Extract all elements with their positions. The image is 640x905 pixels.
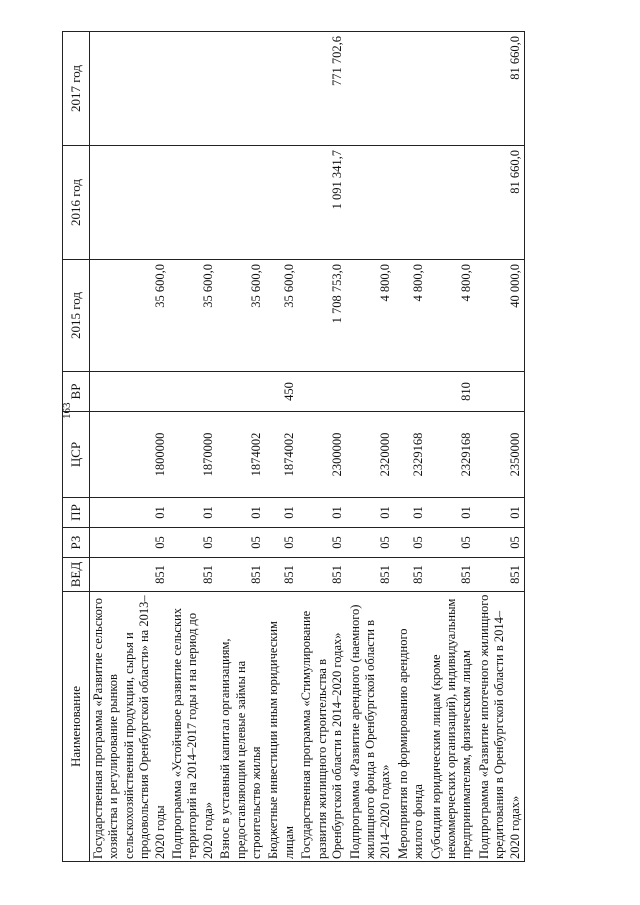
row-rz: 05	[476, 528, 525, 558]
table-row	[169, 32, 217, 862]
row-name: Бюджетные инвестиции иным юридическим лицам	[265, 592, 298, 862]
row-rz: 05	[169, 528, 217, 558]
row-csr: 1874002	[217, 412, 265, 498]
table-row	[298, 32, 346, 862]
row-csr: 1870000	[169, 412, 217, 498]
row-name: Подпрограмма «Развитие ипотечного жилищного кредитования в Оренбургской области в 2014–2020 годах»	[476, 592, 525, 862]
row-name: Государственная программа «Стимулирование развития жилищного строительства в Оренбургской области в 2014–2020 годах»	[298, 592, 346, 862]
header-pr: ПР	[63, 498, 90, 528]
table-row	[217, 32, 265, 862]
row-name: Мероприятия по формированию арендного жилого фонда	[395, 592, 428, 862]
row-rz: 05	[217, 528, 265, 558]
row-2017	[169, 32, 217, 146]
header-2015: 2015 год	[63, 260, 90, 372]
row-pr: 01	[298, 498, 346, 528]
row-2015: 35 600,0	[169, 260, 217, 372]
row-2017	[428, 32, 476, 146]
rotated-page	[62, 32, 610, 862]
row-ved: 851	[217, 558, 265, 592]
row-rz: 05	[428, 528, 476, 558]
header-rz: РЗ	[63, 528, 90, 558]
row-2016: 1 091 341,7	[298, 146, 346, 260]
row-vr	[476, 372, 525, 412]
row-name: Субсидии юридическим лицам (кроме некоммерческих организаций), индивидуальным предпринимателям, физическим лицам	[428, 592, 476, 862]
row-2017: 81 660,0	[476, 32, 525, 146]
table-row	[347, 32, 395, 862]
row-vr	[169, 372, 217, 412]
row-vr	[298, 372, 346, 412]
header-2017: 2017 год	[63, 32, 90, 146]
row-name: Подпрограмма «Устойчивое развитие сельских территорий на 2014–2017 годы и на период до 2020 года»	[169, 592, 217, 862]
row-pr: 01	[347, 498, 395, 528]
table-row	[265, 32, 298, 862]
row-2016	[265, 146, 298, 260]
row-2015: 35 600,0	[90, 260, 170, 372]
row-vr	[217, 372, 265, 412]
budget-table	[62, 31, 525, 862]
row-vr	[90, 372, 170, 412]
row-ved: 851	[395, 558, 428, 592]
table-row	[395, 32, 428, 862]
row-pr: 01	[395, 498, 428, 528]
row-ved: 851	[265, 558, 298, 592]
row-pr: 01	[265, 498, 298, 528]
row-ved: 851	[476, 558, 525, 592]
row-2017: 771 702,6	[298, 32, 346, 146]
row-2016: 81 660,0	[476, 146, 525, 260]
row-2017	[347, 32, 395, 146]
header-2016: 2016 год	[63, 146, 90, 260]
row-2017	[217, 32, 265, 146]
row-ved: 851	[347, 558, 395, 592]
row-csr: 2350000	[476, 412, 525, 498]
row-2015: 4 800,0	[395, 260, 428, 372]
row-name: Подпрограмма «Развитие арендного (наемного) жилищного фонда в Оренбургской области в 2014–2020 годах»	[347, 592, 395, 862]
row-csr: 2320000	[347, 412, 395, 498]
row-csr: 2300000	[298, 412, 346, 498]
row-2015: 1 708 753,0	[298, 260, 346, 372]
page-number: 163	[61, 402, 73, 419]
header-ved: ВЕД	[63, 558, 90, 592]
row-rz: 05	[395, 528, 428, 558]
row-rz: 05	[347, 528, 395, 558]
row-pr: 01	[169, 498, 217, 528]
row-ved: 851	[90, 558, 170, 592]
row-pr: 01	[428, 498, 476, 528]
row-2016	[428, 146, 476, 260]
row-pr: 01	[90, 498, 170, 528]
row-2015: 4 800,0	[347, 260, 395, 372]
row-pr: 01	[217, 498, 265, 528]
row-vr: 810	[428, 372, 476, 412]
row-ved: 851	[169, 558, 217, 592]
row-vr	[347, 372, 395, 412]
row-2015: 4 800,0	[428, 260, 476, 372]
row-ved: 851	[298, 558, 346, 592]
table-row	[90, 32, 170, 862]
row-2016	[90, 146, 170, 260]
row-2015: 35 600,0	[265, 260, 298, 372]
header-vr: ВР	[63, 372, 90, 412]
row-2016	[217, 146, 265, 260]
row-csr: 2329168	[395, 412, 428, 498]
row-2017	[265, 32, 298, 146]
row-rz: 05	[298, 528, 346, 558]
row-ved: 851	[428, 558, 476, 592]
header-name: Наименование	[63, 592, 90, 862]
row-vr	[395, 372, 428, 412]
row-rz: 05	[265, 528, 298, 558]
row-rz: 05	[90, 528, 170, 558]
row-2017	[90, 32, 170, 146]
header-csr: ЦСР	[63, 412, 90, 498]
row-pr: 01	[476, 498, 525, 528]
row-2015: 35 600,0	[217, 260, 265, 372]
row-2016	[395, 146, 428, 260]
row-name: Государственная программа «Развитие сельского хозяйства и регулирование рынков сельскохозяйственной продукции, сырья и продовольствия Оренбургской области» на 2013–2020 годы	[90, 592, 170, 862]
row-csr: 1800000	[90, 412, 170, 498]
table-row	[428, 32, 476, 862]
row-2017	[395, 32, 428, 146]
row-vr: 450	[265, 372, 298, 412]
row-csr: 2329168	[428, 412, 476, 498]
row-2016	[169, 146, 217, 260]
row-2015: 40 000,0	[476, 260, 525, 372]
row-csr: 1874002	[265, 412, 298, 498]
table-row	[476, 32, 525, 862]
row-name: Взнос в уставный капитал организациям, предоставляющим целевые займы на строительство жилья	[217, 592, 265, 862]
header-row	[63, 32, 90, 862]
row-2016	[347, 146, 395, 260]
